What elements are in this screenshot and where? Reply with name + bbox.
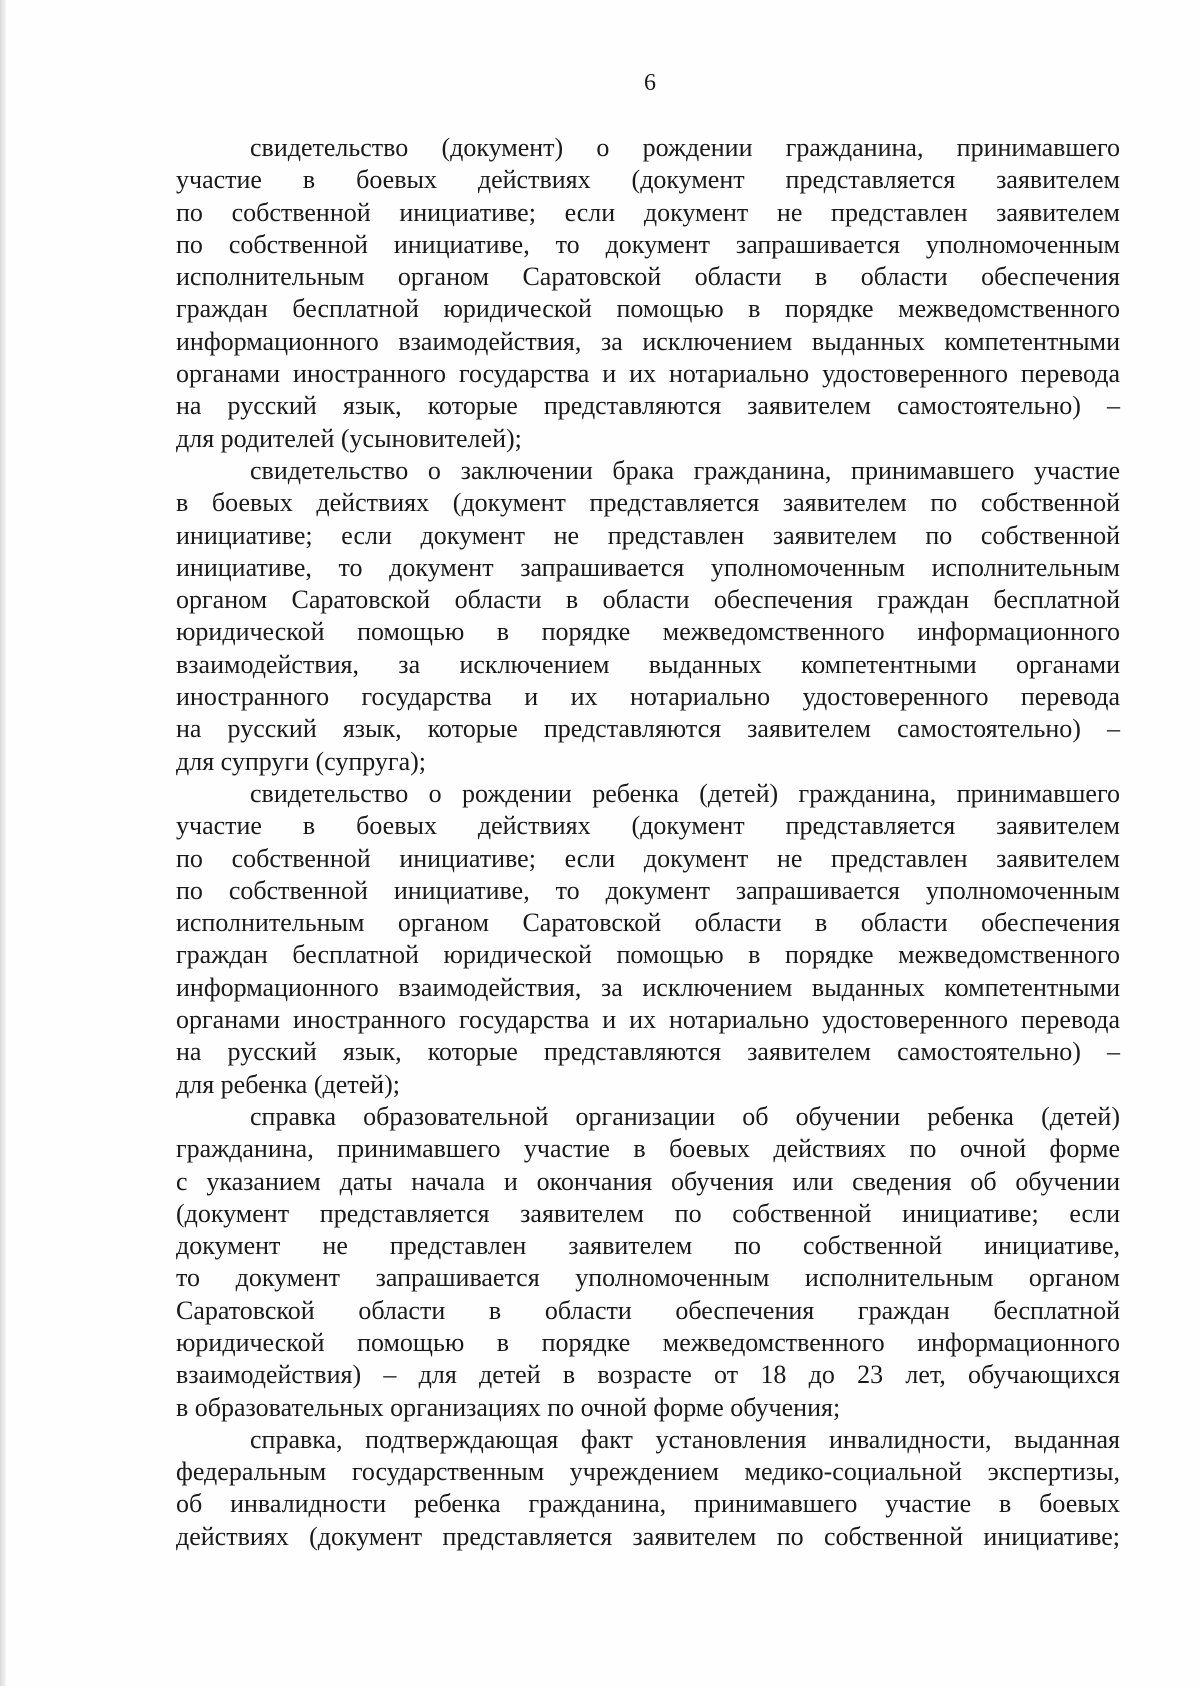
text-line: органами иностранного государства и их нотариально удостоверенного перевода bbox=[176, 1005, 1120, 1035]
text-line: исполнительным органом Саратовской области в области обеспечения bbox=[176, 262, 1120, 292]
text-line: органом Саратовской области в области обеспечения граждан бесплатной bbox=[176, 585, 1120, 615]
text-line: в боевых действиях (документ представляется заявителем по собственной bbox=[176, 488, 1120, 518]
text-line: об инвалидности ребенка гражданина, принимавшего участие в боевых bbox=[176, 1489, 1120, 1519]
text-line: документ не представлен заявителем по собственной инициативе, bbox=[176, 1231, 1120, 1261]
text-line: с указанием даты начала и окончания обучения или сведения об обучении bbox=[176, 1166, 1120, 1196]
text-line: на русский язык, которые представляются заявителем самостоятельно) – bbox=[176, 714, 1120, 744]
text-line: на русский язык, которые представляются заявителем самостоятельно) – bbox=[176, 391, 1120, 421]
text-line: инициативе; если документ не представлен заявителем по собственной bbox=[176, 520, 1120, 550]
paragraph-disability-certificate bbox=[176, 1424, 1120, 1553]
text-line: справка, подтверждающая факт установления инвалидности, выданная bbox=[250, 1424, 1120, 1454]
paragraph-education-certificate bbox=[176, 1101, 1120, 1424]
document-body bbox=[176, 132, 1120, 1553]
text-line: справка образовательной организации об обучении ребенка (детей) bbox=[250, 1101, 1120, 1131]
text-line: по собственной инициативе; если документ не представлен заявителем bbox=[176, 843, 1120, 873]
text-line: по собственной инициативе, то документ запрашивается уполномоченным bbox=[176, 875, 1120, 905]
text-line: участие в боевых действиях (документ представляется заявителем bbox=[176, 165, 1120, 195]
paragraph-marriage-certificate bbox=[176, 455, 1120, 778]
text-line: федеральным государственным учреждением медико-социальной экспертизы, bbox=[176, 1457, 1120, 1487]
text-line: взаимодействия) – для детей в возрасте от 18 до 23 лет, обучающихся bbox=[176, 1360, 1120, 1390]
text-line: свидетельство о рождении ребенка (детей) гражданина, принимавшего bbox=[250, 778, 1120, 808]
text-line: граждан бесплатной юридической помощью в порядке межведомственного bbox=[176, 294, 1120, 324]
scan-edge bbox=[0, 0, 6, 1686]
text-line: взаимодействия, за исключением выданных компетентными органами bbox=[176, 649, 1120, 679]
text-line: по собственной инициативе; если документ не представлен заявителем bbox=[176, 197, 1120, 227]
text-line: на русский язык, которые представляются заявителем самостоятельно) – bbox=[176, 1037, 1120, 1067]
text-line: Саратовской области в области обеспечения граждан бесплатной bbox=[176, 1295, 1120, 1325]
text-line: гражданина, принимавшего участие в боевых действиях по очной форме bbox=[176, 1134, 1120, 1164]
page-number: 6 bbox=[644, 70, 656, 96]
text-line: свидетельство (документ) о рождении гражданина, принимавшего bbox=[250, 133, 1120, 162]
text-line: исполнительным органом Саратовской области в области обеспечения bbox=[176, 908, 1120, 938]
text-line: иностранного государства и их нотариально удостоверенного перевода bbox=[176, 682, 1120, 712]
text-line: то документ запрашивается уполномоченным исполнительным органом bbox=[176, 1263, 1120, 1293]
text-line: свидетельство о заключении брака гражданина, принимавшего участие bbox=[250, 455, 1120, 485]
text-line: для супруги (супруга); bbox=[176, 746, 427, 776]
text-line: в образовательных организациях по очной форме обучения; bbox=[176, 1392, 841, 1422]
text-line: информационного взаимодействия, за исключением выданных компетентными bbox=[176, 972, 1120, 1002]
text-line: (документ представляется заявителем по собственной инициативе; если bbox=[176, 1198, 1120, 1228]
text-line: юридической помощью в порядке межведомственного информационного bbox=[176, 1327, 1120, 1357]
text-line: инициативе, то документ запрашивается уполномоченным исполнительным bbox=[176, 552, 1120, 582]
paragraph-child-birth-certificate bbox=[176, 778, 1120, 1101]
paragraph-birth-certificate-citizen bbox=[176, 132, 1120, 455]
text-line: информационного взаимодействия, за исключением выданных компетентными bbox=[176, 326, 1120, 356]
text-line: для родителей (усыновителей); bbox=[176, 423, 522, 453]
text-line: для ребенка (детей); bbox=[176, 1069, 400, 1099]
text-line: граждан бесплатной юридической помощью в порядке межведомственного bbox=[176, 940, 1120, 970]
text-line: по собственной инициативе, то документ запрашивается уполномоченным bbox=[176, 229, 1120, 259]
text-line: юридической помощью в порядке межведомственного информационного bbox=[176, 617, 1120, 647]
text-line: действиях (документ представляется заявителем по собственной инициативе; bbox=[176, 1521, 1120, 1551]
text-line: участие в боевых действиях (документ представляется заявителем bbox=[176, 811, 1120, 841]
text-line: органами иностранного государства и их нотариально удостоверенного перевода bbox=[176, 359, 1120, 389]
